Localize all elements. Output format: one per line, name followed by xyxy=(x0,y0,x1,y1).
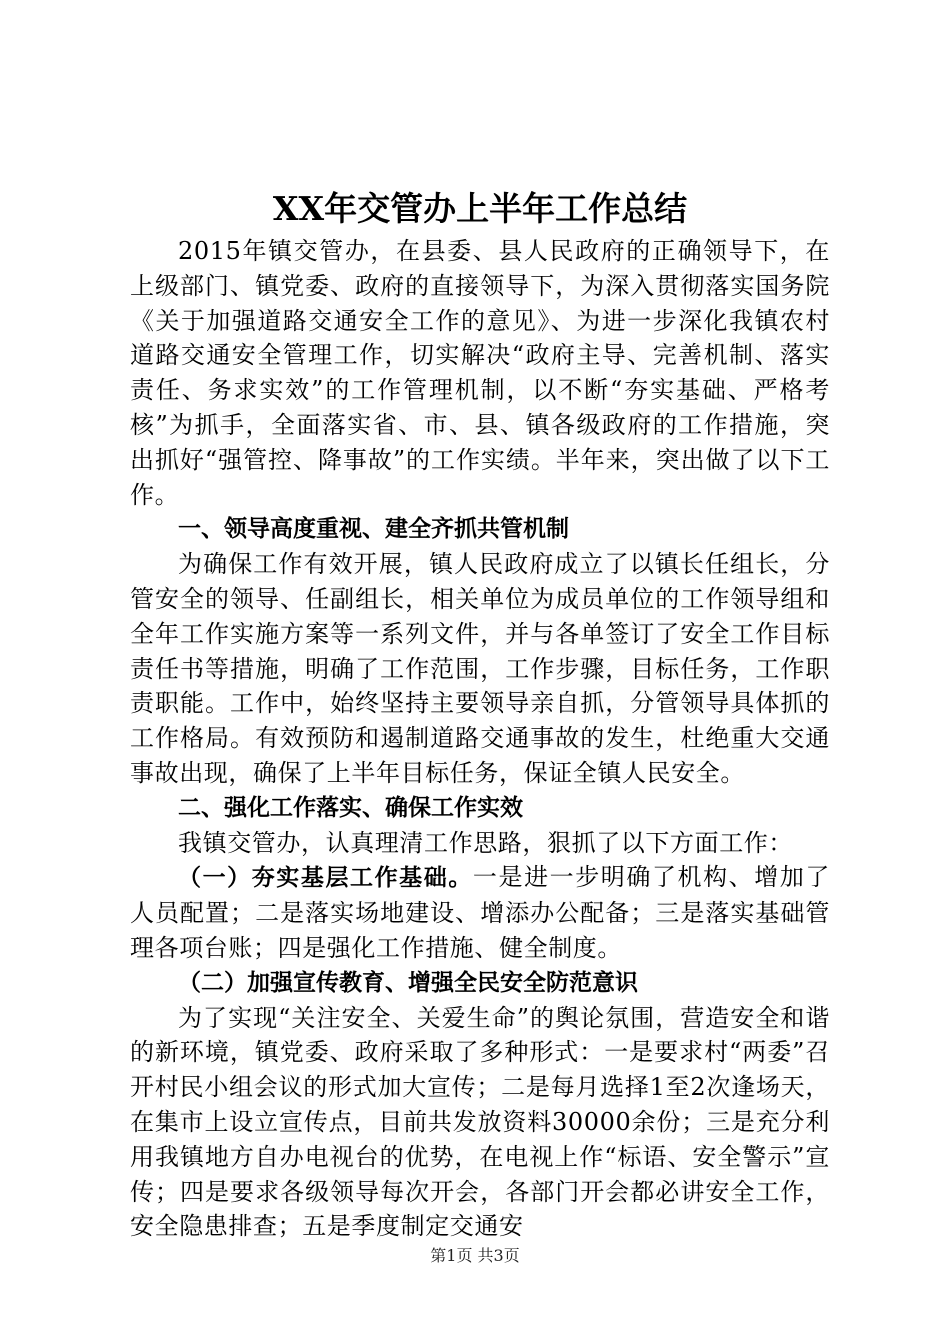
subsection-2-paragraph: 为了实现“关注安全、关爱生命”的舆论氛围，营造安全和谐的新环境，镇党委、政府采取了多种形式：一是要求村“两委”召开村民小组会议的形式加大宣传；二是每月选择1至2次逢场天，在集市上设立宣传点，目前共发放资料30000余份；三是充分利用我镇地方自办电视台的优势，在电视上作“标语、安全警示”宣传；四是要求各级领导每次开会，各部门开会都必讲安全工作，安全隐患排查；五是季度制定交通安 xyxy=(130,1003,830,1241)
section-1-paragraph: 为确保工作有效开展，镇人民政府成立了以镇长任组长，分管安全的领导、任副组长，相关单位为成员单位的工作领导组和全年工作实施方案等一系列文件，并与各单签订了安全工作目标责任书等措施，明确了工作范围，工作步骤，目标任务，工作职责职能。工作中，始终坚持主要领导亲自抓，分管领导具体抓的工作格局。有效预防和遏制道路交通事故的发生，杜绝重大交通事故出现，确保了上半年目标任务，保证全镇人民安全。 xyxy=(130,550,830,787)
document-body xyxy=(130,234,830,1244)
subsection-2-heading: （二）加强宣传教育、增强全民安全防范意识 xyxy=(178,969,638,996)
section-2-heading: 二、强化工作落实、确保工作实效 xyxy=(178,794,523,821)
page-number-footer: 第1页 共3页 xyxy=(430,1246,520,1265)
section-2-paragraph: 我镇交管办，认真理清工作思路，狠抓了以下方面工作： xyxy=(178,828,793,857)
subsection-1-paragraph xyxy=(130,860,830,965)
document-title: XX年交管办上半年工作总结 xyxy=(272,189,688,228)
subsection-1-text: 一是进一步明确了机构、增加了人员配置；二是落实场地建设、增添办公配备；三是落实基础管理各项台账；四是强化工作措施、健全制度。 xyxy=(130,863,831,962)
intro-paragraph: 2015年镇交管办，在县委、县人民政府的正确领导下，在上级部门、镇党委、政府的直接领导下，为深入贯彻落实国务院《关于加强道路交通安全工作的意见》、为进一步深化我镇农村道路交通安全管理工作，切实解决“政府主导、完善机制、落实责任、务求实效”的工作管理机制，以不断“夯实基础、严格考核”为抓手，全面落实省、市、县、镇各级政府的工作措施，突出抓好“强管控、降事故”的工作实绩。半年来，突出做了以下工作。 xyxy=(130,237,830,509)
section-1-heading: 一、领导高度重视、建全齐抓共管机制 xyxy=(178,516,569,543)
subsection-1-heading: （一）夯实基层工作基础。 xyxy=(178,865,473,892)
